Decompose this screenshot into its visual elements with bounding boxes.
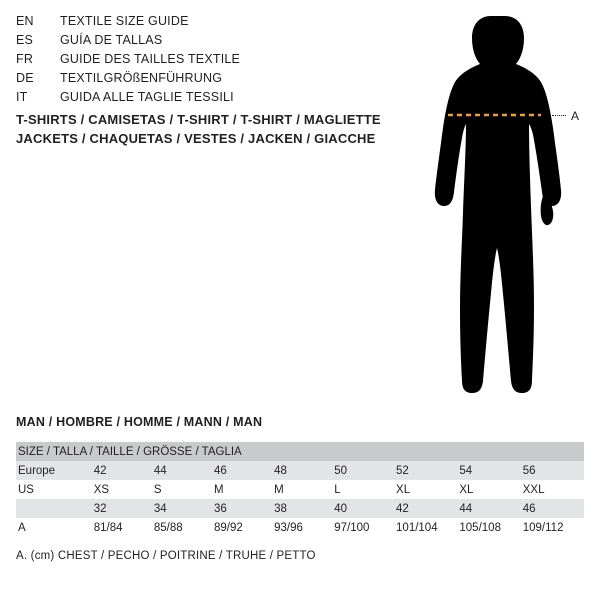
row-label: Europe	[16, 461, 92, 480]
language-text: GUIDA ALLE TAGLIE TESSILI	[60, 90, 234, 104]
cell: 48	[272, 461, 332, 480]
cell: 56	[521, 461, 584, 480]
row-label: A	[16, 518, 92, 537]
cell: 93/96	[272, 518, 332, 537]
cell: 52	[394, 461, 457, 480]
cell: L	[332, 480, 394, 499]
cell: 85/88	[152, 518, 212, 537]
male-body-silhouette-icon	[396, 8, 600, 408]
cell: XXL	[521, 480, 584, 499]
language-row	[16, 52, 396, 71]
language-code: ES	[16, 33, 34, 47]
language-text: GUIDE DES TAILLES TEXTILE	[60, 52, 241, 66]
cell: M	[272, 480, 332, 499]
table-title: MAN / HOMBRE / HOMME / MANN / MAN	[16, 415, 263, 429]
cell: 105/108	[457, 518, 520, 537]
language-legend	[16, 14, 396, 109]
body-figure	[396, 8, 600, 408]
cell: 36	[212, 499, 272, 518]
cell: 42	[394, 499, 457, 518]
cell: 97/100	[332, 518, 394, 537]
cell: 50	[332, 461, 394, 480]
row-label: US	[16, 480, 92, 499]
language-row	[16, 33, 396, 52]
cell: 109/112	[521, 518, 584, 537]
language-code: IT	[16, 90, 28, 104]
cell: S	[152, 480, 212, 499]
language-text: GUÍA DE TALLAS	[60, 33, 163, 47]
table-row	[16, 518, 584, 537]
language-text: TEXTILGRÖßENFÜHRUNG	[60, 71, 223, 85]
measure-label-a: A	[571, 109, 580, 123]
cell: 46	[521, 499, 584, 518]
cell: 38	[272, 499, 332, 518]
garment-categories	[16, 110, 416, 148]
cell: XL	[457, 480, 520, 499]
cell: 42	[92, 461, 152, 480]
language-row	[16, 90, 396, 109]
table-row	[16, 480, 584, 499]
category-tshirts: T-SHIRTS / CAMISETAS / T-SHIRT / T-SHIRT / MAGLIETTE	[16, 112, 381, 127]
cell: 81/84	[92, 518, 152, 537]
language-code: DE	[16, 71, 34, 85]
measure-leader-line	[552, 115, 566, 116]
cell: 89/92	[212, 518, 272, 537]
table-row	[16, 499, 584, 518]
footnote: A. (cm) CHEST / PECHO / POITRINE / TRUHE / PETTO	[16, 550, 316, 562]
language-row	[16, 71, 396, 90]
cell: XL	[394, 480, 457, 499]
size-table	[16, 442, 584, 537]
cell: 32	[92, 499, 152, 518]
cell: 101/104	[394, 518, 457, 537]
table-header-row	[16, 442, 584, 461]
cell: XS	[92, 480, 152, 499]
category-jackets: JACKETS / CHAQUETAS / VESTES / JACKEN / GIACCHE	[16, 131, 376, 146]
cell: 54	[457, 461, 520, 480]
cell: 40	[332, 499, 394, 518]
cell: 46	[212, 461, 272, 480]
language-code: EN	[16, 14, 34, 28]
table-row	[16, 461, 584, 480]
cell: 44	[457, 499, 520, 518]
language-code: FR	[16, 52, 34, 66]
cell: 34	[152, 499, 212, 518]
language-text: TEXTILE SIZE GUIDE	[60, 14, 189, 28]
row-label	[16, 499, 92, 518]
table-header-label: SIZE / TALLA / TAILLE / GRÖSSE / TAGLIA	[16, 442, 584, 461]
language-row	[16, 14, 396, 33]
cell: M	[212, 480, 272, 499]
cell: 44	[152, 461, 212, 480]
